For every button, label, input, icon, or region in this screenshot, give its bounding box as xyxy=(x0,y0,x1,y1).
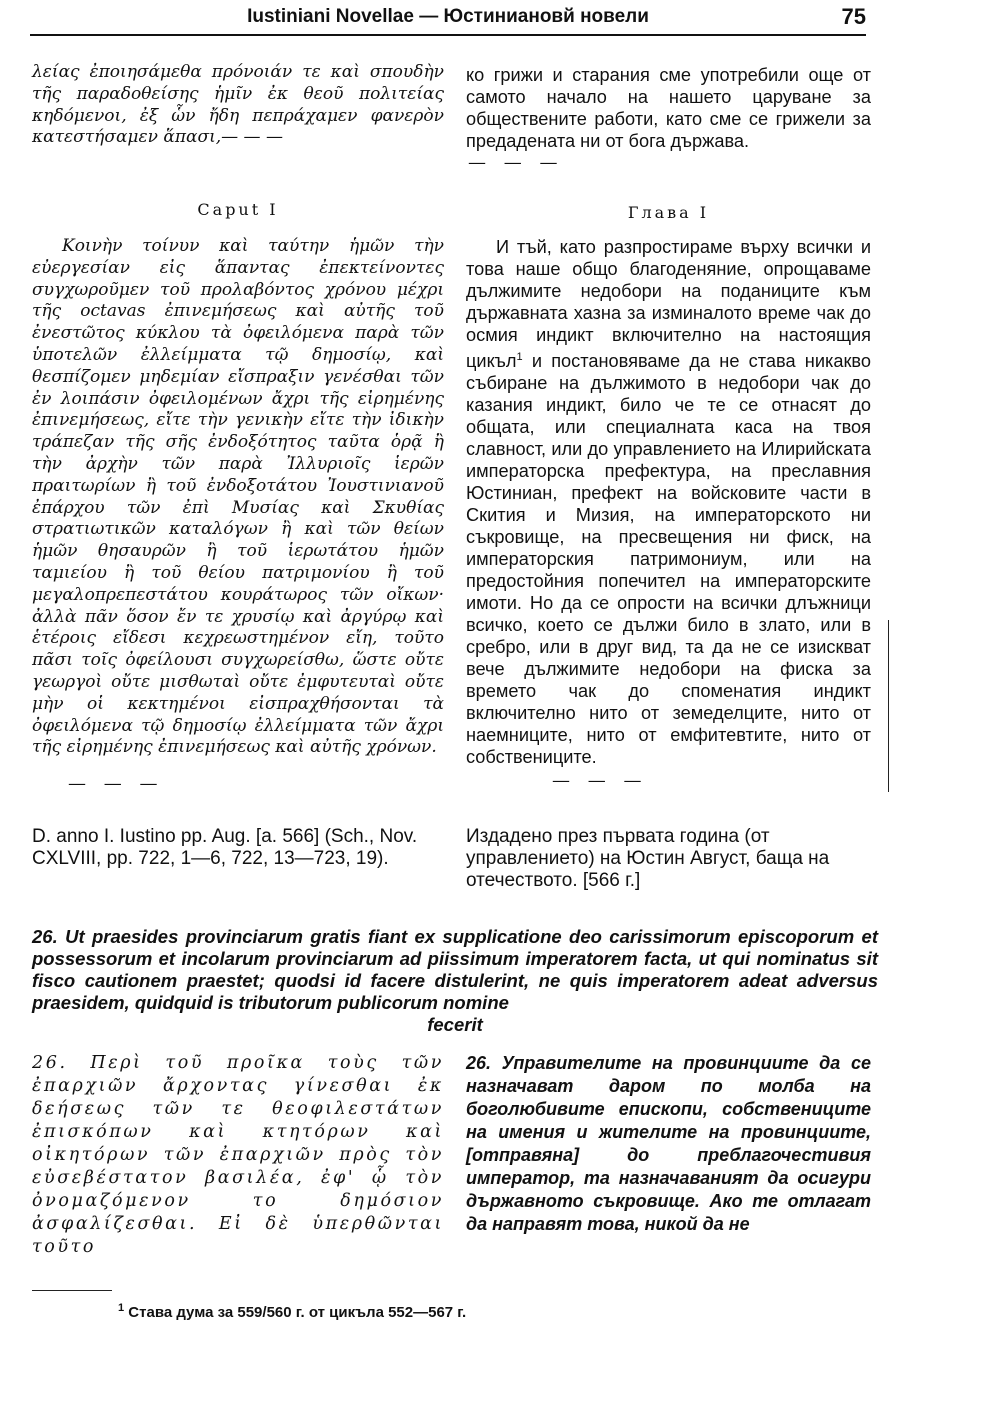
section-dashes: — — — xyxy=(468,152,564,173)
greek-column-chapter xyxy=(32,236,444,794)
greek-column-top xyxy=(32,62,444,149)
greek-chapter-text: Κοινὴν τοίνυν καὶ ταύτην ἡμῶν τὴν εὐεργεσίαν εἰς ἅπαντας ἐπεκτείνοντες συγχωροῦμεν τοῦ προλαβόντος χρόνου μέχρι τῆς octavas ἐπινεμήσεως καὶ αὐτῆς τοῦ ἐνεστῶτος κύκλου τὰ ὀφειλόμενα παρὰ τῶν ὑποτελῶν ἐλλείμματα τῷ δημοσίῳ, καὶ θεσπίζομεν μηδεμίαν εἴσπραξιν γενέσθαι τῶν ἐν λοιπάσιν ὀφειλομένων ἄχρι τῆς εἰρημένης ἐπινεμήσεως, εἴτε τὴν γενικὴν εἴτε τὴν ἰδικὴν τράπεζαν τῆς σῆς ἐνδοξότητος ταῦτα ὁρᾷ ἢ τὴν ἀρχὴν τῶν παρὰ Ἰλλυριοῖς ἱερῶν πραιτωρίων ἢ τοῦ ἐνδοξοτάτου Ἰουστινιανοῦ ἐπάρχου τῶν ἐπὶ Μυσίας καὶ Σκυθίας στρατιωτικῶν καταλόγων ἢ καὶ τῶν θείων ἡμῶν θησαυρῶν ἢ τοῦ ἱερωτάτου ἡμῶν ταμιείου ἢ τοῦ θείου πατριμονίου ἢ τοῦ μεγαλοπρεπεστάτου κουράτωρος τῶν οἴκων· ἀλλὰ πᾶν ὅσον ἔν τε χρυσίῳ καὶ ἀργύρῳ καὶ ἑτέροις εἴδεσι κεχρεωστημένον εἴη, τοῦτο πᾶσι τοῖς ὀφείλουσι συγχωρείσθω, ὥστε οὔτε γεωργοὶ οὔτε μισθωταὶ οὔτε ἐμφυτευταὶ οὔτε μὴν οἱ κεκτημένοι εἰσπραχθήσονται τὰ ὀφειλόμενα τῷ δημοσίῳ ἐλλείμματα τῶν ἄχρι τῆς εἰρημένης ἐπινεμήσεως καὶ αὐτῆς χρόνων. xyxy=(32,236,444,758)
running-title: Iustiniani Novellae — Юстиниановй новели xyxy=(247,6,649,27)
date-latin: D. anno I. Iustino pp. Aug. [a. 566] (Sch., Nov. CXLVIII, pp. 722, 1—6, 722, 13—723, 19). xyxy=(32,826,418,869)
latin-heading-main: 26. Ut praesides provinciarum gratis fiant ex supplicatione deo carissimorum episcoporum et possessorum et incolarum provinciarum ad piissimum imperatorem facta, ut qui nominatus sit fisco cautionem praestet; quodsi id facere distulerint, ne quis imperatorem adeat adversus praesidem, quidquid is tributorum publicorum nomine xyxy=(32,926,878,1013)
date-bulgarian: Издадено през първата година (от управлението) на Юстин Август, баща на отечеството. [566 г.] xyxy=(466,826,830,891)
bulgarian-column-chapter xyxy=(466,236,871,791)
page-number: 75 xyxy=(841,4,866,29)
caput-heading: Caput I xyxy=(197,200,279,219)
margin-rule xyxy=(888,620,889,792)
date-bulgarian-block xyxy=(466,826,871,892)
section-dashes: — — — xyxy=(68,773,164,795)
bulgarian-chapter-text-end: и постановяваме да не става никакво събиране на дължимото в недобори чак до казания индикт, било че те се отнасят до общата, или специалната каса на твоя славност, или до управлението на Илирийската императорска префектура, на преславния Юстиниан, префект на войсковите части в Скития и Мизия, на императорското ни съкровище, на пресвещения ни фиск, на императорския патримониум, или на предостойния попечител на императорските имоти. Но да се опрости на всички длъжници всичко, което се дължи било в злато, или в сребро, или в друг вид, та да не се изискват вече дължимите недобори на фиска за времето чак до споменатия индикт включително нито от земеделците, нито от наемниците, нито от емфитевтите, нито от собствениците. xyxy=(466,351,871,768)
bulgarian-novella-26-title: 26. Управителите на провинциите да се назначават даром по молба на боголюбивите епископи, собствениците на имения и жителите на провинциите, [отправяна] до преблагочестивия император, та назначаваният да осигури държавното съкровище. Ако те отлагат да направят това, никой да не xyxy=(466,1053,871,1234)
bulgarian-column-top xyxy=(466,64,871,173)
bulgarian-chapter-text-start: И тъй, като разпростираме върху всички и това наше общо благоденяние, опрощаваме дължимите недобори на поданиците към държавната хазна за изминалото време чак до осмия индикт включително на настоящия цикъл xyxy=(466,237,871,372)
footnote-text: Става дума за 559/560 г. от цикъла 552—567 г. xyxy=(128,1304,467,1321)
greek-novella-26-title: 26. Περὶ τοῦ προῖκα τοὺς τῶν ἐπαρχιῶν ἄρχοντας γίνεσθαι ἐκ δεήσεως τῶν τε θεοφιλεστάτων ἐπισκόπων καὶ κτητόρων καὶ οἰκητόρων τῶν ἐπαρχιῶν πρὸς τὸν εὐσεβέστατον βασιλέα, ἐφ' ᾧ τὸν ὀνομαζόμενον το δημόσιον ἀσφαλίζεσθαι. Εἰ δὲ ὑπερθῶνται τοῦτο xyxy=(32,1053,444,1257)
footnote-reference: 1 xyxy=(516,351,523,363)
footnote xyxy=(118,1302,466,1321)
running-header xyxy=(30,4,866,36)
glava-heading: Глава I xyxy=(627,203,710,222)
footnote-rule xyxy=(32,1290,112,1291)
section-dashes: — — — xyxy=(552,770,648,792)
bulgarian-preamble-end: ко грижи и старания сме употребили още от самото начало на нашето царуване за обществените работи, като сме се грижели за предадената ни от бога държава. xyxy=(466,65,871,151)
bulgarian-column-26 xyxy=(466,1052,871,1236)
date-latin-block xyxy=(32,826,444,870)
bulgarian-chapter-text xyxy=(466,236,871,768)
greek-preamble-end: λείας ἐποιησάμεθα πρόνοιάν τε καὶ σπουδὴν τῆς παραδοθείσης ἡμῖν ἐκ θεοῦ πολιτείας κηδόμενοι, ἐξ ὧν ἤδη πεπράχαμεν φανερὸν κατεστήσαμεν ἅπασι,— — — xyxy=(32,62,444,148)
footnote-marker: 1 xyxy=(118,1302,125,1314)
novella-26-latin-heading xyxy=(32,926,878,1036)
greek-column-26 xyxy=(32,1052,444,1259)
latin-heading-last: fecerit xyxy=(427,1014,483,1035)
